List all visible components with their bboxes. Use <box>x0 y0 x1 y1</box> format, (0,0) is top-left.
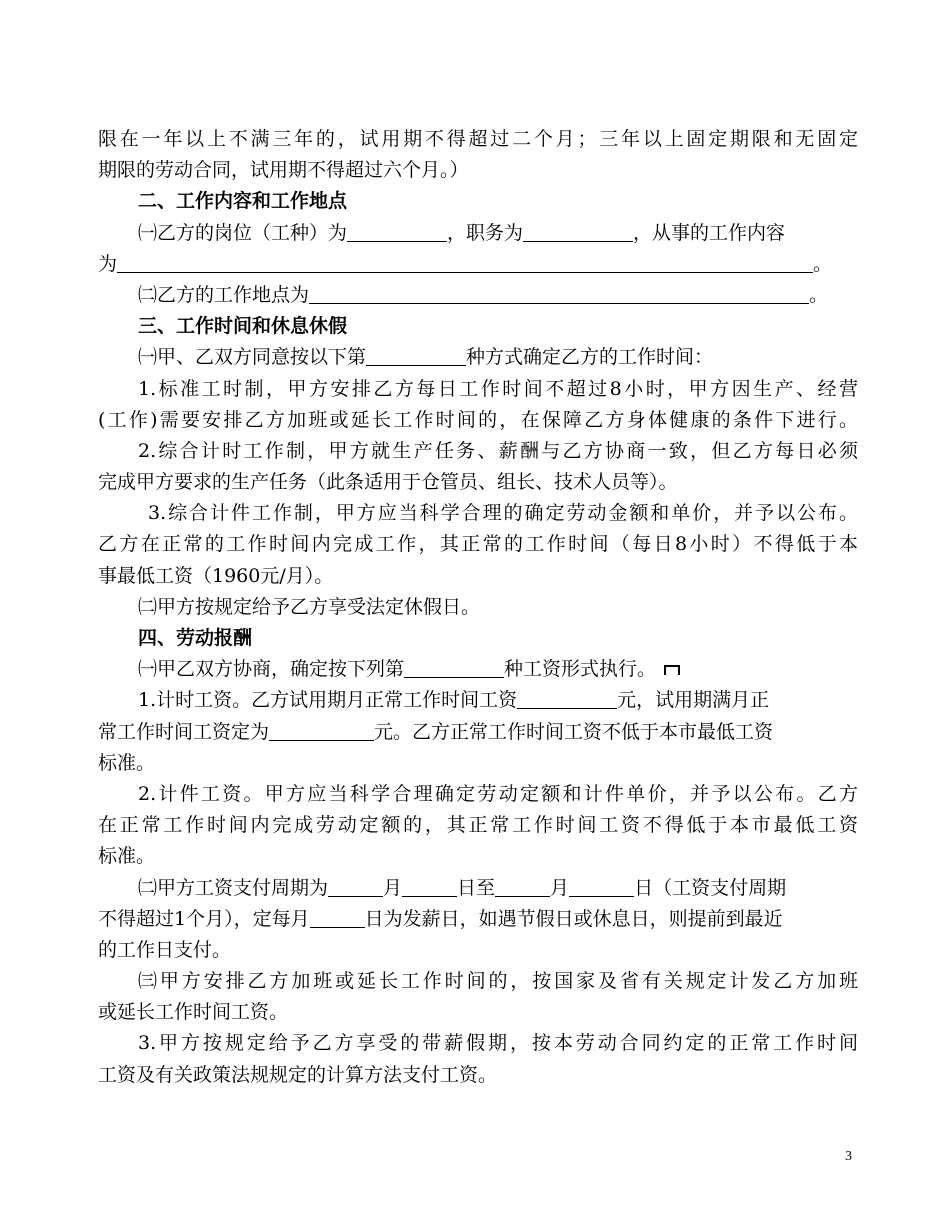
page-number: 3 <box>845 1149 852 1164</box>
fill-blank[interactable] <box>366 344 466 366</box>
text-line: ㈠乙方的岗位（工种）为 ，职务为 ，从事的工作内容 <box>138 221 786 244</box>
fill-blank[interactable] <box>117 251 813 273</box>
text-line: ㈡乙方的工作地点为 。 <box>138 283 829 306</box>
text-line: 为 。 <box>98 252 833 275</box>
text-line: 标准。 <box>98 751 156 774</box>
text-line: 乙方在正常的工作时间内完成工作，其正常的工作时间（每日8小时）不得低于本 <box>98 533 858 556</box>
text-line: 常工作时间工资定为 元。乙方正常工作时间工资不低于本市最低工资 <box>98 720 774 743</box>
text-line: 事最低工资（1960元/月）。 <box>98 564 334 587</box>
fill-blank[interactable] <box>404 656 504 678</box>
text-line: 2.综合计时工作制，甲方就生产任务、薪酬与乙方协商一致，但乙方每日必须 <box>138 439 858 462</box>
section-heading: 三、工作时间和休息休假 <box>138 315 348 338</box>
text-line: 期限的劳动合同，试用期不得超过六个月。） <box>98 159 469 182</box>
text-line: ㈢甲方安排乙方加班或延长工作时间的，按国家及省有关规定计发乙方加班 <box>138 970 858 993</box>
fill-blank[interactable] <box>523 220 633 242</box>
text-line: ㈡甲方按规定给予乙方享受法定休假日。 <box>138 595 481 618</box>
fill-blank[interactable] <box>569 875 634 897</box>
fill-blank[interactable] <box>402 875 457 897</box>
text-line: ㈠甲乙双方协商，确定按下列第 种工资形式执行。 <box>98 654 858 685</box>
edit-mark-icon <box>664 665 680 675</box>
text-line: 完成甲方要求的生产任务（此条适用于仓管员、组长、技术人员等）。 <box>98 471 678 494</box>
text-line: 在正常工作时间内完成劳动定额的，其正常工作时间工资不得低于本市最低工资 <box>98 814 858 837</box>
text-line: 或延长工作时间工资。 <box>98 1001 289 1024</box>
fill-blank[interactable] <box>310 906 365 928</box>
text-line: 2.计件工资。甲方应当科学合理确定劳动定额和计件单价，并予以公布。乙方 <box>138 782 858 805</box>
text-line: 的工作日支付。 <box>98 938 232 961</box>
text-line: 3.甲方按规定给予乙方享受的带薪假期，按本劳动合同约定的正常工作时间 <box>138 1032 858 1055</box>
text-line: ㈠甲、乙双方同意按以下第 种方式确定乙方的工作时间： <box>138 346 714 369</box>
fill-blank[interactable] <box>517 687 617 709</box>
document-page <box>98 124 858 1091</box>
text-line: 3.综合计件工作制，甲方应当科学合理的确定劳动金额和单价，并予以公布。 <box>148 502 858 525</box>
fill-blank[interactable] <box>309 282 809 304</box>
text-line: 标准。 <box>98 845 156 868</box>
fill-blank[interactable] <box>495 875 550 897</box>
fill-blank[interactable] <box>328 875 383 897</box>
text-line: 1.标准工时制，甲方安排乙方每日工作时间不超过8小时，甲方因生产、经营 <box>138 377 858 400</box>
text-line: (工作)需要安排乙方加班或延长工作时间的，在保障乙方身体健康的条件下进行。 <box>98 408 858 431</box>
text-line: 工资及有关政策法规规定的计算方法支付工资。 <box>98 1063 498 1086</box>
fill-blank[interactable] <box>347 220 447 242</box>
text-line: 不得超过1个月），定每月 日为发薪日，如遇节假日或休息日，则提前到最近 <box>98 907 783 930</box>
fill-blank[interactable] <box>269 719 374 741</box>
text-line: 1.计时工资。乙方试用期月正常工作时间工资 元，试用期满月正 <box>138 689 770 712</box>
text-line: ㈡甲方工资支付周期为 月 日至 月 日（工资支付周期 <box>138 876 787 899</box>
section-heading: 二、工作内容和工作地点 <box>138 190 348 213</box>
section-heading: 四、劳动报酬 <box>138 627 253 649</box>
text-line: 限在一年以上不满三年的，试用期不得超过二个月；三年以上固定期限和无固定 <box>98 128 858 150</box>
